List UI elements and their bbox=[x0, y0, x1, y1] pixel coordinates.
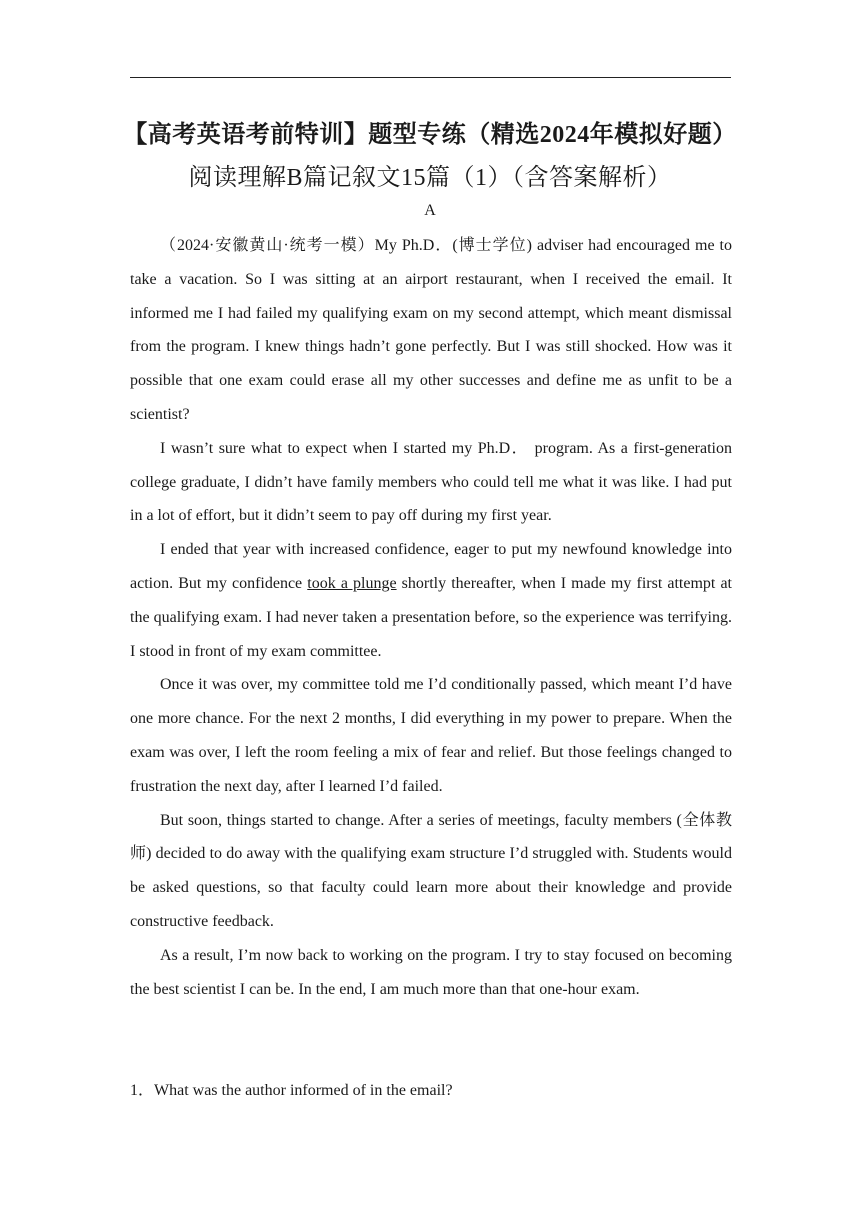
passage-label: A bbox=[424, 202, 436, 219]
paragraph-5: But soon, things started to change. After a series of meetings, faculty members (全体教师) decided to do away with the qualifying exam structure I’d struggled with. Students would be asked questions, so that faculty could learn more about their knowledge and provide constructive feedback. bbox=[130, 811, 732, 930]
header-rule bbox=[130, 77, 731, 78]
paragraph-3 bbox=[130, 533, 732, 668]
paragraph-6: As a result, I’m now back to working on the program. I try to stay focused on becoming the best scientist I can be. In the end, I am much more than that one-hour exam. bbox=[130, 946, 732, 998]
paragraph-3-text-a: I ended that year with increased confidence, eager to put my newfound knowledge into action. But my confidence bbox=[130, 541, 732, 592]
paragraph-3-text-b: shortly thereafter, when I made my first attempt at the qualifying exam. I had never taken a presentation before, so the experience was terrifying. I stood in front of my exam committee. bbox=[130, 574, 733, 660]
paragraph-1: （2024·安徽黄山·统考一模）My Ph.D．(博士学位) adviser had encouraged me to take a vacation. So I was sitting at an airport restaurant, when I received the email. It informed me I had failed my qualifying exam on my second attempt, which meant dismissal from the program. I knew things hadn’t gone perfectly. But I was still shocked. How was it possible that one exam could erase all my other successes and define me as unfit to be a scientist? bbox=[130, 237, 732, 423]
question-1: 1．What was the author informed of in the email? bbox=[130, 1082, 453, 1099]
document-subtitle: 阅读理解B篇记叙文15篇（1）（含答案解析） bbox=[188, 165, 672, 191]
paragraph-2: I wasn’t sure what to expect when I started my Ph.D． program. As a first-generation college graduate, I didn’t have family members who could tell me what it was like. I had put in a lot of effort, but it didn’t seem to pay off during my first year. bbox=[130, 439, 732, 525]
paragraph-4: Once it was over, my committee told me I’d conditionally passed, which meant I’d have one more chance. For the next 2 months, I did everything in my power to prepare. When the exam was over, I left the room feeling a mix of fear and relief. But those feelings changed to frustration the next day, after I learned I’d failed. bbox=[130, 676, 732, 795]
underlined-phrase: took a plunge bbox=[307, 574, 397, 592]
passage-body bbox=[130, 229, 732, 1006]
document-title: 【高考英语考前特训】题型专练（精选2024年模拟好题） bbox=[123, 122, 737, 148]
